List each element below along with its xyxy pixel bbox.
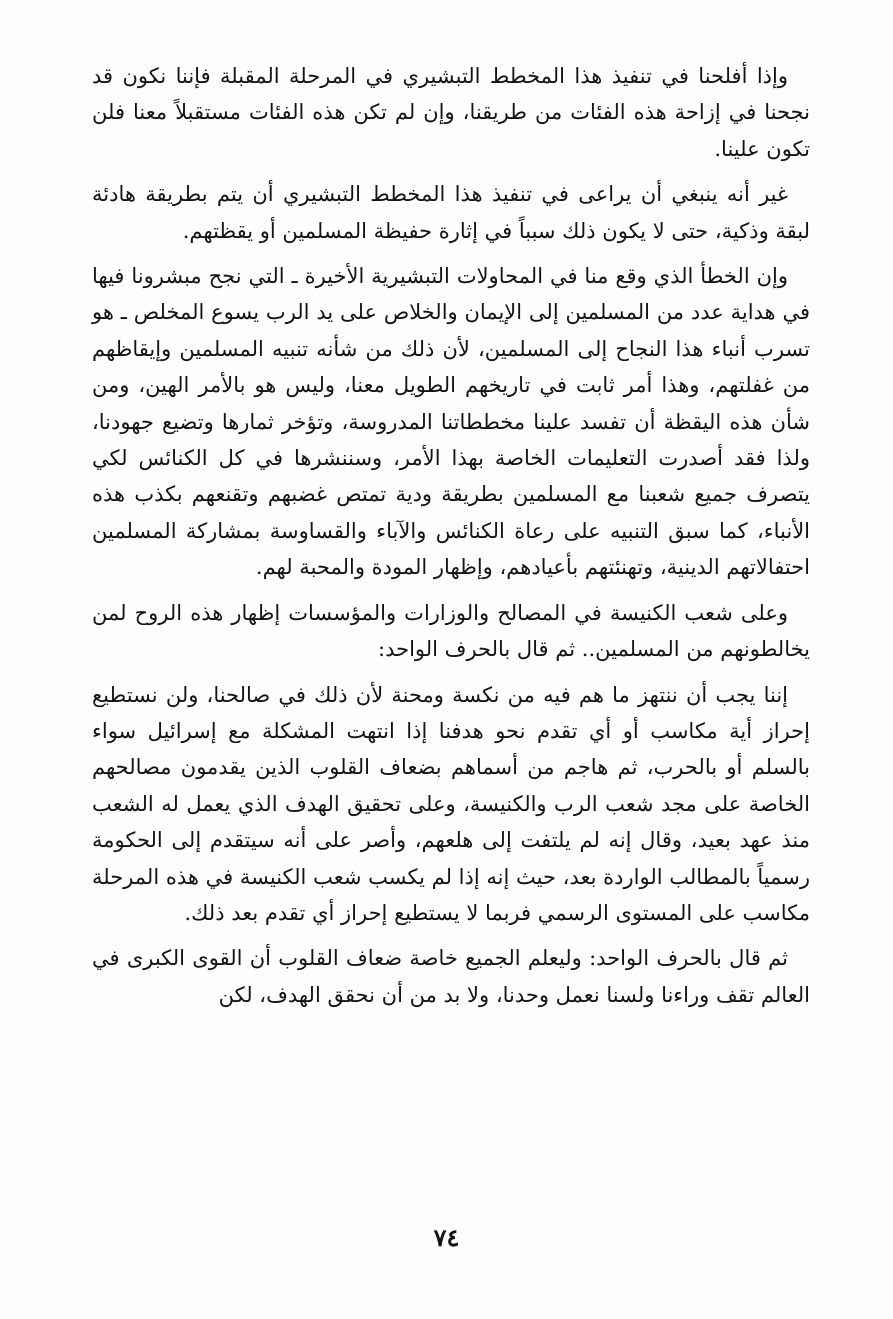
- paragraph-4: وعلى شعب الكنيسة في المصالح والوزارات والمؤسسات إظهار هذه الروح لمن يخالطونهم من المسلمين.. ثم قال بالحرف الواحد:: [92, 600, 810, 662]
- paragraph-1: وإذا أفلحنا في تنفيذ هذا المخطط التبشيري في المرحلة المقبلة فإننا نكون قد نجحنا في إزاحة هذه الفئات من طريقنا، وإن لم تكن هذه الفئات مستقبلاً معنا فلن تكون علينا.: [92, 64, 810, 161]
- page-number: ٧٤: [433, 1223, 460, 1252]
- paragraph-5: إننا يجب أن ننتهز ما هم فيه من نكسة ومحنة لأن ذلك في صالحنا، ولن نستطيع إحراز أية مكاسب أو أي تقدم نحو هدفنا إذا انتهت المشكلة مع إسرائيل سواء بالسلم أو بالحرب، ثم هاجم من أسماهم بضعاف القلوب الذين يقدمون مصالحهم الخاصة على مجد شعب الرب والكنيسة، وعلى تحقيق الهدف الذي يعمل له الشعب منذ عهد بعيد، وقال إنه لم يلتفت إلى هلعهم، وأصر على أنه سيتقدم إلى الحكومة رسمياً بالمطالب الواردة بعد، حيث إنه إذا لم يكسب شعب الكنيسة في هذه المرحلة مكاسب على المستوى الرسمي فربما لا يستطيع إحراز أي تقدم بعد ذلك.: [92, 682, 810, 925]
- paragraph-6: ثم قال بالحرف الواحد: وليعلم الجميع خاصة ضعاف القلوب أن القوى الكبرى في العالم تقف وراءنا ولسنا نعمل وحدنا، ولا بد من أن نحقق الهدف، لكن: [92, 946, 810, 1007]
- page-body-text: [92, 58, 810, 1022]
- paragraph-3: وإن الخطأ الذي وقع منا في المحاولات التبشيرية الأخيرة ـ التي نجح مبشرونا فيها في هداية عدد من المسلمين إلى الإيمان والخلاص على يد الرب يسوع المخلص ـ هو تسرب أنباء هذا النجاح إلى المسلمين، لأن ذلك من شأنه تنبيه المسلمين وإيقاظهم من غفلتهم، وهذا أمر ثابت في تاريخهم الطويل معنا، وليس هو بالأمر الهين، ومن شأن هذه اليقظة أن تفسد علينا مخططاتنا المدروسة، وتؤخر ثمارها وتضيع جهودنا، ولذا فقد أصدرت التعليمات الخاصة بهذا الأمر، وسننشرها في كل الكنائس لكي يتصرف جميع شعبنا مع المسلمين بطريقة ودية تمتص غضبهم وتقنعهم بكذب هذه الأنباء، كما سبق التنبيه على رعاة الكنائس والآباء والقساوسة بمشاركة المسلمين احتفالاتهم الدينية، وتهنئتهم بأعيادهم، وإظهار المودة والمحبة لهم.: [92, 264, 810, 580]
- paragraph-2: غير أنه ينبغي أن يراعى في تنفيذ هذا المخطط التبشيري أن يتم بطريقة هادئة لبقة وذكية، حتى لا يكون ذلك سبباً في إثارة حفيظة المسلمين أو يقظتهم.: [92, 182, 810, 243]
